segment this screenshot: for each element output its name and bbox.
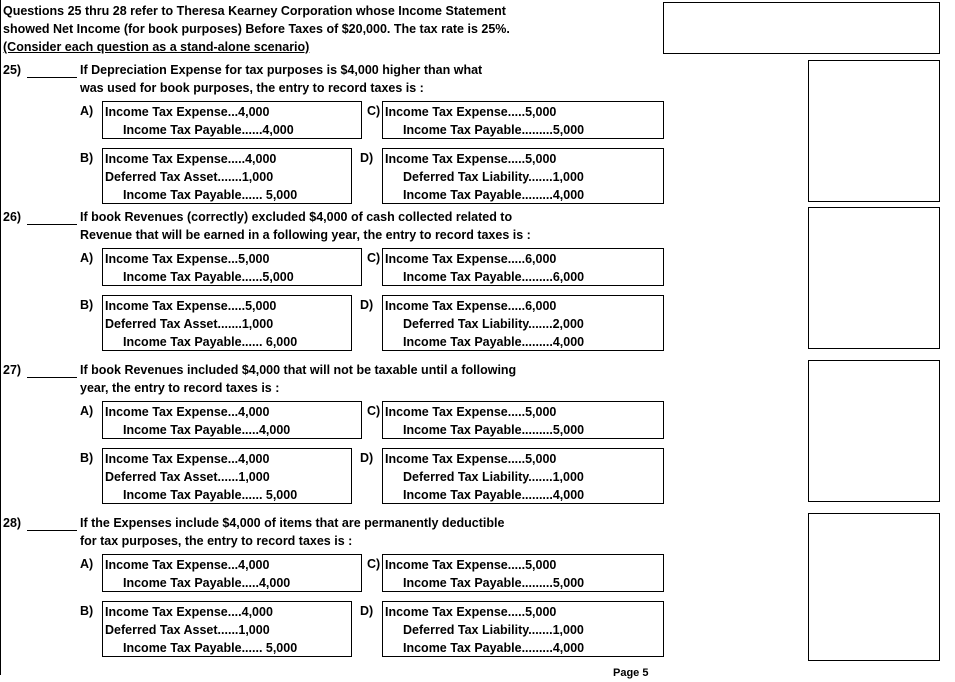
entry-line: Income Tax Payable.....4,000 — [123, 423, 291, 437]
option-a-box[interactable] — [102, 401, 362, 439]
option-b-label: B) — [80, 298, 94, 312]
option-b-box[interactable] — [102, 601, 352, 657]
entry-line: Income Tax Payable.........6,000 — [403, 270, 585, 284]
entry-line: Income Tax Payable...... 5,000 — [123, 488, 298, 502]
entry-line: Income Tax Expense.....5,000 — [385, 152, 557, 166]
option-b-label: B) — [80, 604, 94, 618]
answer-blank[interactable] — [27, 516, 77, 531]
option-d-box[interactable] — [382, 448, 664, 504]
question-number: 25) — [3, 63, 22, 77]
option-d-label: D) — [360, 298, 374, 312]
intro-text — [3, 2, 510, 56]
entry-line: Income Tax Expense.....6,000 — [385, 299, 557, 313]
option-b-label: B) — [80, 151, 94, 165]
entry-line: Income Tax Expense.....5,000 — [385, 605, 557, 619]
entry-line: Income Tax Payable.........5,000 — [403, 423, 585, 437]
entry-line: Income Tax Payable...... 5,000 — [123, 188, 298, 202]
option-d-label: D) — [360, 604, 374, 618]
option-b-box[interactable] — [102, 448, 352, 504]
question-text — [80, 514, 504, 550]
question-text-line: for tax purposes, the entry to record taxes is : — [80, 534, 353, 548]
entry-line: Income Tax Expense...5,000 — [105, 252, 270, 266]
entry-line: Deferred Tax Liability.......2,000 — [403, 317, 584, 331]
question-text-line: was used for book purposes, the entry to record taxes is : — [80, 81, 424, 95]
entry-line: Income Tax Payable.........5,000 — [403, 576, 585, 590]
name-box[interactable] — [663, 2, 940, 54]
entry-line: Income Tax Payable.........5,000 — [403, 123, 585, 137]
entry-line: Income Tax Expense...4,000 — [105, 105, 270, 119]
option-c-box[interactable] — [382, 401, 664, 439]
answer-blank[interactable] — [27, 210, 77, 225]
option-c-box[interactable] — [382, 554, 664, 592]
entry-line: Deferred Tax Asset......1,000 — [105, 623, 270, 637]
question-text — [80, 361, 516, 397]
option-c-label: C) — [367, 251, 381, 265]
option-a-label: A) — [80, 251, 94, 265]
entry-line: Income Tax Payable...... 6,000 — [123, 335, 298, 349]
answer-box[interactable] — [808, 60, 940, 202]
option-b-label: B) — [80, 451, 94, 465]
entry-line: Income Tax Payable.....4,000 — [123, 576, 291, 590]
entry-line: Income Tax Expense.....6,000 — [385, 252, 557, 266]
entry-line: Income Tax Payable.........4,000 — [403, 641, 585, 655]
option-d-box[interactable] — [382, 601, 664, 657]
question-text-line: year, the entry to record taxes is : — [80, 381, 280, 395]
left-margin-line — [0, 0, 1, 675]
question-number: 26) — [3, 210, 22, 224]
option-a-box[interactable] — [102, 248, 362, 286]
option-c-label: C) — [367, 404, 381, 418]
option-d-box[interactable] — [382, 148, 664, 204]
answer-box[interactable] — [808, 360, 940, 502]
entry-line: Income Tax Expense.....4,000 — [105, 152, 277, 166]
option-a-box[interactable] — [102, 554, 362, 592]
entry-line: Income Tax Expense.....5,000 — [385, 452, 557, 466]
question-text — [80, 61, 482, 97]
option-d-label: D) — [360, 451, 374, 465]
option-a-label: A) — [80, 404, 94, 418]
question-text-line: If Depreciation Expense for tax purposes is $4,000 higher than what — [80, 63, 483, 77]
option-a-label: A) — [80, 557, 94, 571]
entry-line: Deferred Tax Liability.......1,000 — [403, 170, 584, 184]
entry-line: Income Tax Expense.....5,000 — [385, 558, 557, 572]
entry-line: Income Tax Expense....4,000 — [105, 605, 273, 619]
entry-line: Income Tax Payable...... 5,000 — [123, 641, 298, 655]
option-b-box[interactable] — [102, 148, 352, 204]
entry-line: Income Tax Payable......4,000 — [123, 123, 294, 137]
option-c-label: C) — [367, 104, 381, 118]
option-a-box[interactable] — [102, 101, 362, 139]
entry-line: Deferred Tax Asset.......1,000 — [105, 170, 274, 184]
entry-line: Income Tax Expense...4,000 — [105, 558, 270, 572]
entry-line: Income Tax Expense...4,000 — [105, 405, 270, 419]
option-c-box[interactable] — [382, 248, 664, 286]
option-d-box[interactable] — [382, 295, 664, 351]
option-d-label: D) — [360, 151, 374, 165]
option-c-box[interactable] — [382, 101, 664, 139]
entry-line: Income Tax Payable......5,000 — [123, 270, 294, 284]
question-number: 28) — [3, 516, 22, 530]
intro-line-3: (Consider each question as a stand-alone scenario) — [3, 40, 310, 54]
page-number: Page 5 — [613, 667, 649, 679]
answer-blank[interactable] — [27, 363, 77, 378]
question-number: 27) — [3, 363, 22, 377]
entry-line: Income Tax Expense.....5,000 — [385, 405, 557, 419]
option-c-label: C) — [367, 557, 381, 571]
entry-line: Income Tax Payable.........4,000 — [403, 188, 585, 202]
entry-line: Deferred Tax Liability.......1,000 — [403, 470, 584, 484]
question-text-line: If book Revenues included $4,000 that will not be taxable until a following — [80, 363, 517, 377]
intro-line-1: Questions 25 thru 28 refer to Theresa Kearney Corporation whose Income Statement — [3, 4, 506, 18]
answer-box[interactable] — [808, 207, 940, 349]
entry-line: Income Tax Expense.....5,000 — [105, 299, 277, 313]
entry-line: Deferred Tax Liability.......1,000 — [403, 623, 584, 637]
answer-blank[interactable] — [27, 63, 77, 78]
question-text-line: If the Expenses include $4,000 of items that are permanently deductible — [80, 516, 505, 530]
question-text — [80, 208, 531, 244]
option-b-box[interactable] — [102, 295, 352, 351]
question-text-line: Revenue that will be earned in a following year, the entry to record taxes is : — [80, 228, 531, 242]
entry-line: Deferred Tax Asset......1,000 — [105, 470, 270, 484]
entry-line: Income Tax Expense.....5,000 — [385, 105, 557, 119]
entry-line: Income Tax Payable.........4,000 — [403, 488, 585, 502]
option-a-label: A) — [80, 104, 94, 118]
question-text-line: If book Revenues (correctly) excluded $4,000 of cash collected related to — [80, 210, 513, 224]
entry-line: Income Tax Payable.........4,000 — [403, 335, 585, 349]
entry-line: Income Tax Expense...4,000 — [105, 452, 270, 466]
intro-line-2: showed Net Income (for book purposes) Before Taxes of $20,000. The tax rate is 25%. — [3, 22, 510, 36]
answer-box[interactable] — [808, 513, 940, 661]
entry-line: Deferred Tax Asset.......1,000 — [105, 317, 274, 331]
